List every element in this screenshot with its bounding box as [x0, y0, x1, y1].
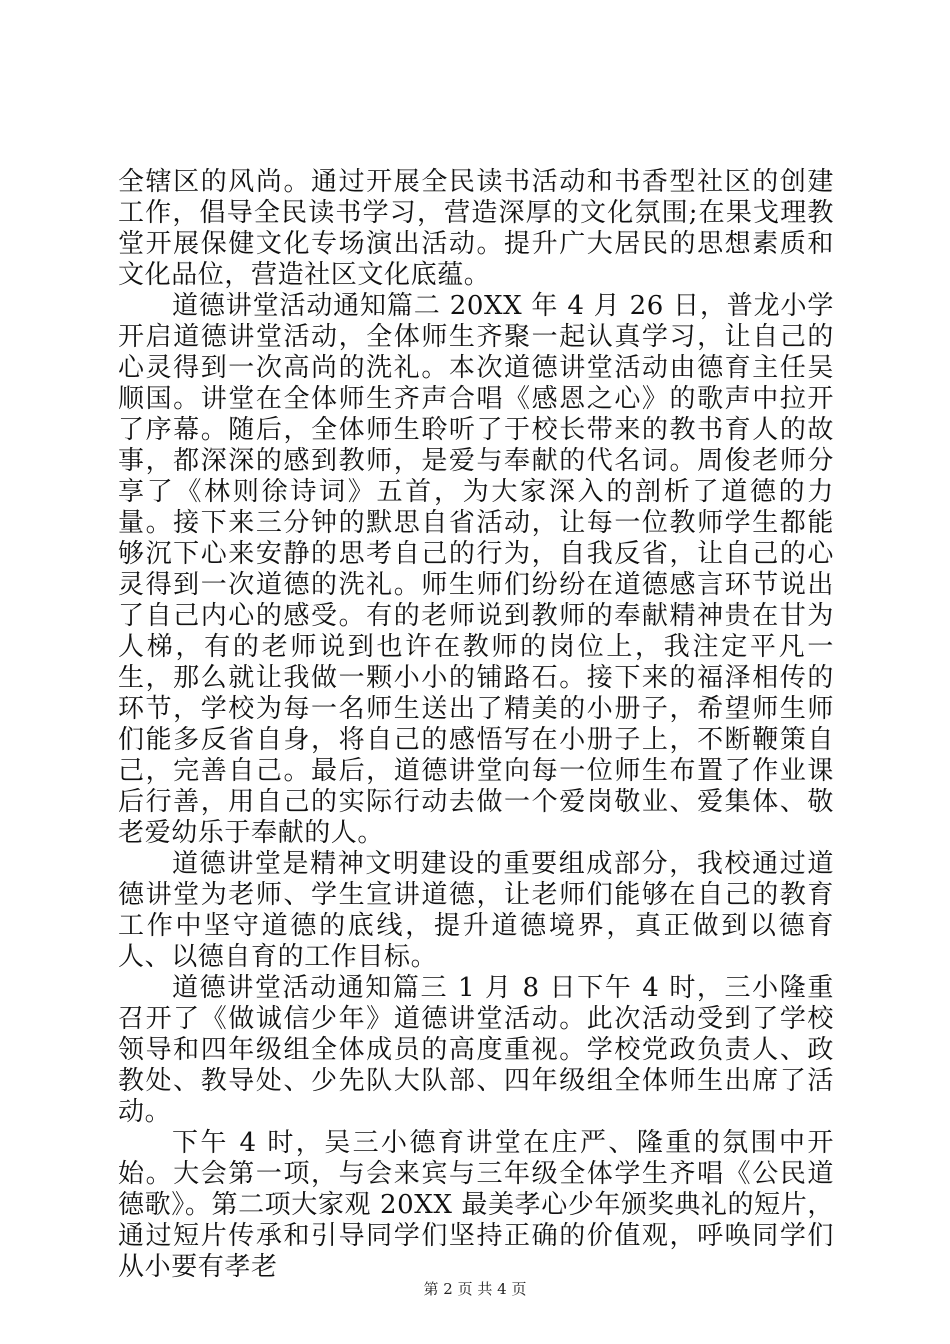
paragraph-5: 下午 4 时，吴三小德育讲堂在庄严、隆重的氛围中开始。大会第一项，与会来宾与三年级全体学生齐唱《公民道德歌》。第二项大家观 20XX 最美孝心少年颁奖典礼的短片，通过短片传承和引导同学们坚持正确的价值观，呼唤同学们从小要有孝老 [118, 1128, 834, 1282]
paragraph-3: 道德讲堂是精神文明建设的重要组成部分，我校通过道德讲堂为老师、学生宣讲道德，让老师们能够在自己的教育工作中坚守道德的底线，提升道德境界，真正做到以德育人、以德自育的工作目标。 [118, 849, 834, 972]
document-body [118, 167, 834, 1283]
paragraph-1: 全辖区的风尚。通过开展全民读书活动和书香型社区的创建工作，倡导全民读书学习，营造深厚的文化氛围;在果戈理教堂开展保健文化专场演出活动。提升广大居民的思想素质和文化品位，营造社区文化底蕴。 [118, 167, 834, 290]
paragraph-4: 道德讲堂活动通知篇三 1 月 8 日下午 4 时，三小隆重召开了《做诚信少年》道德讲堂活动。此次活动受到了学校领导和四年级组全体成员的高度重视。学校党政负责人、政教处、教导处、少先队大队部、四年级组全体师生出席了活动。 [118, 973, 834, 1127]
page-number-footer: 第 2 页 共 4 页 [423, 1280, 527, 1298]
paragraph-2: 道德讲堂活动通知篇二 20XX 年 4 月 26 日，普龙小学开启道德讲堂活动，全体师生齐聚一起认真学习，让自己的心灵得到一次高尚的洗礼。本次道德讲堂活动由德育主任吴顺国。讲堂在全体师生齐声合唱《感恩之心》的歌声中拉开了序幕。随后，全体师生聆听了于校长带来的教书育人的故事，都深深的感到教师，是爱与奉献的代名词。周俊老师分享了《林则徐诗词》五首，为大家深入的剖析了道德的力量。接下来三分钟的默思自省活动，让每一位教师学生都能够沉下心来安静的思考自己的行为，自我反省，让自己的心灵得到一次道德的洗礼。师生师们纷纷在道德感言环节说出了自己内心的感受。有的老师说到教师的奉献精神贵在甘为人梯，有的老师说到也许在教师的岗位上，我注定平凡一生，那么就让我做一颗小小的铺路石。接下来的福泽相传的环节，学校为每一名师生送出了精美的小册子，希望师生师们能多反省自身，将自己的感悟写在小册子上，不断鞭策自己，完善自己。最后，道德讲堂向每一位师生布置了作业课后行善，用自己的实际行动去做一个爱岗敬业、爱集体、敬老爱幼乐于奉献的人。 [118, 291, 834, 848]
